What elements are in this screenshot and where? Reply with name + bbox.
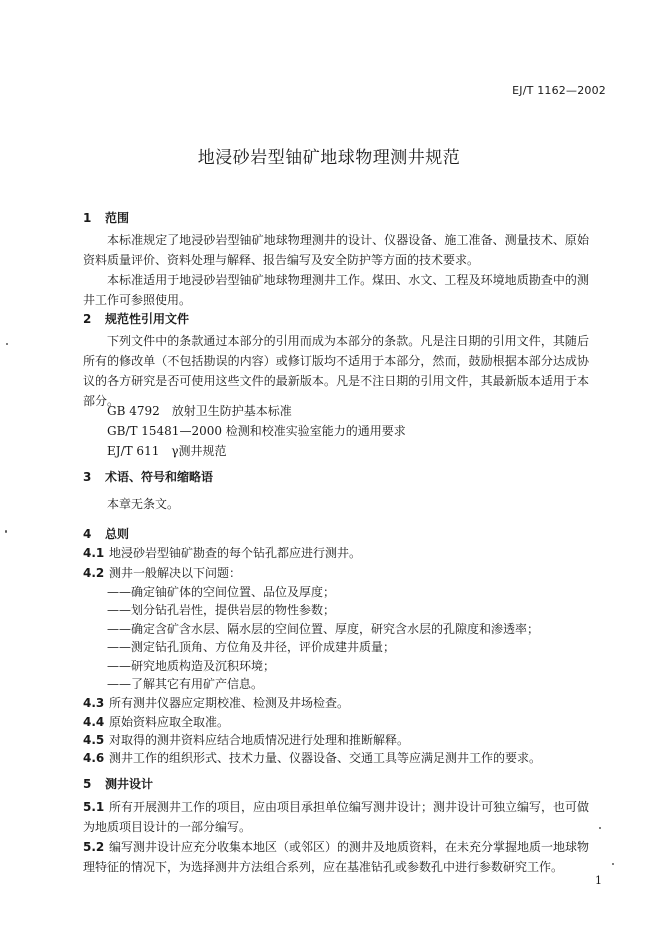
section-title: 术语、符号和缩略语 <box>105 470 214 484</box>
clause-4-3 <box>83 693 589 713</box>
clause-4-5 <box>83 730 589 750</box>
section-4-heading <box>83 525 129 542</box>
list-item: ——确定含矿含水层、隔水层的空间位置、厚度，研究含水层的孔隙度和渗透率； <box>107 622 540 636</box>
list-item: ——确定铀矿体的空间位置、品位及厚度； <box>107 585 336 599</box>
clause-number: 4.4 <box>83 715 105 729</box>
section-2-heading <box>83 310 189 327</box>
clause-text: 测井工作的组织形式、技术力量、仪器设备、交通工具等应满足测井工作的要求。 <box>109 751 542 765</box>
clause-4-4 <box>83 712 589 732</box>
clause-number: 5.2 <box>83 840 105 854</box>
reference-item: GB/T 15481—2000 检测和校准实验室能力的通用要求 <box>107 424 406 438</box>
reference-item: GB 4792 放射卫生防护基本标准 <box>107 404 292 418</box>
clause-text: 所有开展测井工作的项目，应由项目承担单位编写测井设计；测井设计可独立编写，也可做为地质项目设计的一部分编写。 <box>83 800 590 834</box>
section-title: 总则 <box>105 527 130 541</box>
clause-text: 编写测井设计应充分收集本地区（或邻区）的测井及地质资料，在未充分掌握地质一地球物理特征的情况下，为选择测井方法组合系列，应在基准钻孔或参数孔中进行参数研究工作。 <box>83 840 590 874</box>
clause-text: 测井一般解决以下问题： <box>109 566 242 580</box>
clause-4-2 <box>83 563 589 583</box>
section-2-paragraph-1: 下列文件中的条款通过本部分的引用而成为本部分的条款。凡是注日期的引用文件，其随后所有的修改单（不包括勘误的内容）或修订版均不适用于本部分，然而，鼓励根据本部分达成协议的各方研究是否可使用这些文件的最新版本。凡是不注日期的引用文件，其最新版本适用于本部分。 <box>83 334 589 408</box>
section-3-heading <box>83 468 213 485</box>
clause-number: 4.3 <box>83 696 105 710</box>
scan-speck <box>6 343 8 345</box>
section-number: 2 <box>83 312 92 326</box>
clause-text: 所有测井仪器应定期校准、检测及井场检查。 <box>109 696 350 710</box>
page-title: 地浸砂岩型铀矿地球物理测井规范 <box>197 148 461 168</box>
clause-4-1 <box>83 543 589 563</box>
clause-text: 对取得的测井资料应结合地质情况进行处理和推断解释。 <box>109 733 410 747</box>
list-item: ——测定钻孔顶角、方位角及井径，评价成建井质量； <box>107 640 396 654</box>
clause-number: 4.2 <box>83 566 105 580</box>
scan-speck <box>599 827 601 829</box>
document-code: EJ/T 1162—2002 <box>512 84 606 97</box>
section-1-heading <box>83 209 129 226</box>
reference-item: EJ/T 611 γ测井规范 <box>107 444 227 458</box>
section-1-paragraph-1: 本标准规定了地浸砂岩型铀矿地球物理测井的设计、仪器设备、施工准备、测量技术、原始资料质量评价、资料处理与解释、报告编写及安全防护等方面的技术要求。 <box>83 233 589 267</box>
clause-5-1 <box>83 797 589 837</box>
list-item: ——了解其它有用矿产信息。 <box>107 677 264 691</box>
section-title: 范围 <box>105 211 130 225</box>
clause-4-6 <box>83 748 589 768</box>
section-title: 规范性引用文件 <box>105 312 190 326</box>
clause-number: 4.5 <box>83 733 105 747</box>
section-number: 1 <box>83 211 92 225</box>
scan-speck <box>5 530 7 533</box>
clause-5-2 <box>83 837 589 877</box>
section-title: 测井设计 <box>105 777 154 791</box>
list-item: ——研究地质构造及沉积环境； <box>107 659 276 673</box>
section-number: 3 <box>83 470 92 484</box>
clause-number: 4.6 <box>83 751 105 765</box>
clause-text: 原始资料应取全取准。 <box>109 715 230 729</box>
page-number: 1 <box>595 874 602 887</box>
section-1-paragraph-2: 本标准适用于地浸砂岩型铀矿地球物理测井工作。煤田、水文、工程及环境地质勘查中的测井工作可参照使用。 <box>83 273 589 307</box>
section-5-heading <box>83 775 153 792</box>
scan-speck <box>612 863 614 865</box>
clause-number: 4.1 <box>83 546 105 560</box>
list-item: ——划分钻孔岩性，提供岩层的物性参数； <box>107 603 336 617</box>
section-3-paragraph-1: 本章无条文。 <box>107 497 180 511</box>
clause-text: 地浸砂岩型铀矿勘查的每个钻孔都应进行测井。 <box>109 546 362 560</box>
clause-number: 5.1 <box>83 800 105 814</box>
section-number: 4 <box>83 527 92 541</box>
section-number: 5 <box>83 777 92 791</box>
